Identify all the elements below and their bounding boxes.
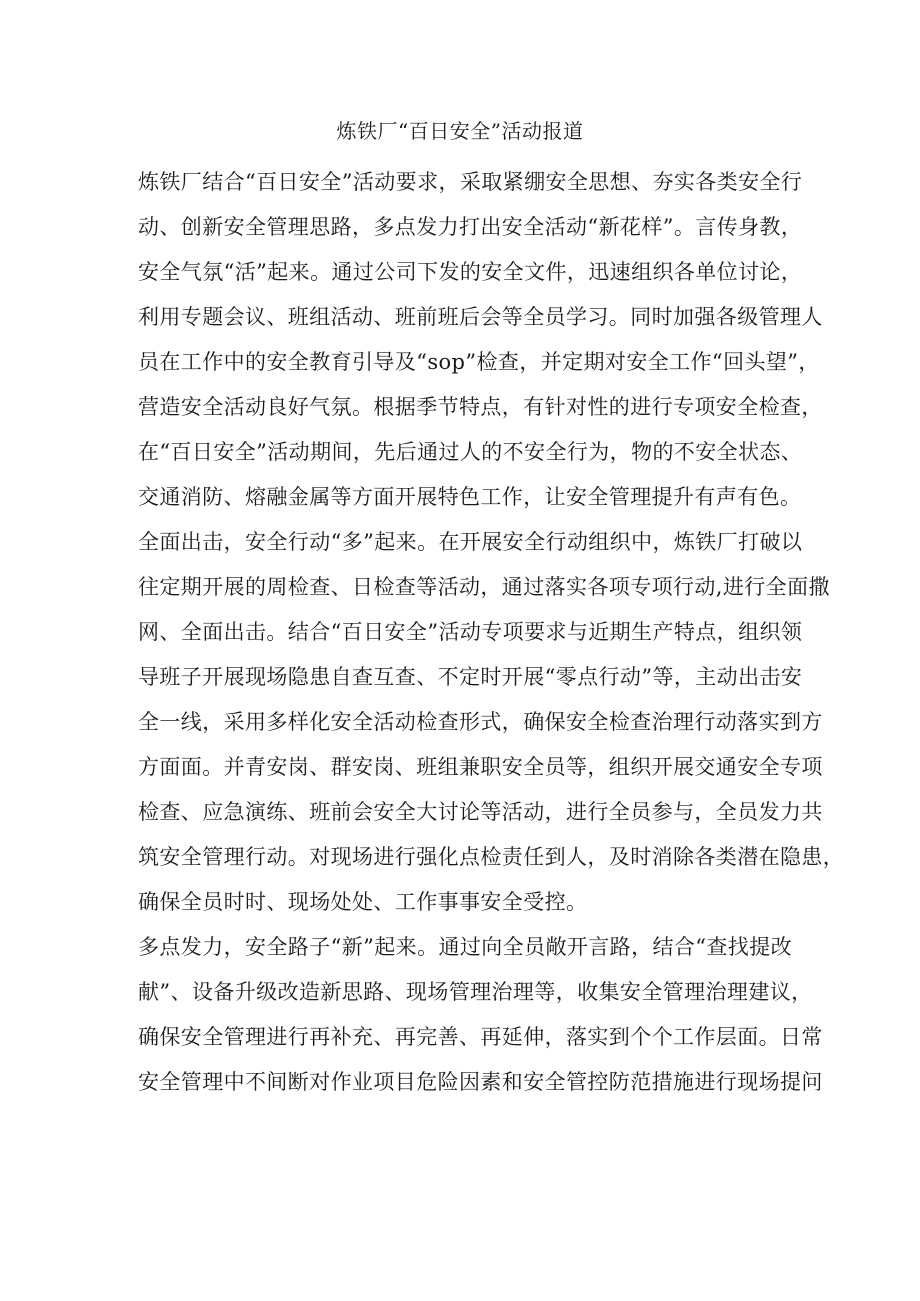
document-body [138,160,845,1105]
body-line: 动、创新安全管理思路，多点发力打出安全活动“新花样”。言传身教， [138,215,803,239]
body-line: 网、全面出击。结合“百日安全”活动专项要求与近期生产特点，组织领 [138,620,803,644]
body-line: 员在工作中的安全教育引导及“sop”检查，并定期对安全工作“回头望”， [138,350,820,374]
body-line: 确保安全管理进行再补充、再完善、再延伸，落实到个个工作层面。日常 [138,1025,823,1049]
body-line: 全面出击，安全行动“多”起来。在开展安全行动组织中，炼铁厂打破以 [138,530,803,554]
body-line: 往定期开展的周检查、日检查等活动，通过落实各项专项行动,进行全面撒 [138,575,830,599]
body-line: 方面面。并青安岗、群安岗、班组兼职安全员等，组织开展交通安全专项 [138,755,823,779]
body-line: 营造安全活动良好气氛。根据季节特点，有针对性的进行专项安全检查， [138,395,823,419]
body-line: 导班子开展现场隐患自查互查、不定时开展“零点行动”等，主动出击安 [138,665,803,689]
body-line: 确保全员时时、现场处处、工作事事安全受控。 [138,890,588,914]
body-line: 利用专题会议、班组活动、班前班后会等全员学习。同时加强各级管理人 [138,305,823,329]
body-line: 安全管理中不间断对作业项目危险因素和安全管控防范措施进行现场提问 [138,1070,823,1094]
body-line: 炼铁厂结合“百日安全”活动要求，采取紧绷安全思想、夯实各类安全行 [138,170,803,194]
document-title: 炼铁厂“百日安全”活动报道 [336,119,584,143]
body-line: 交通消防、熔融金属等方面开展特色工作，让安全管理提升有声有色。 [138,485,802,509]
body-line: 多点发力，安全路子“新”起来。通过向全员敞开言路，结合“查找提改 [138,935,793,959]
body-line: 在“百日安全”活动期间，先后通过人的不安全行为，物的不安全状态、 [138,440,803,464]
body-line: 筑安全管理行动。对现场进行强化点检责任到人，及时消除各类潜在隐患， [138,845,845,869]
body-line: 安全气氛“活”起来。通过公司下发的安全文件，迅速组织各单位讨论， [138,260,803,284]
body-line: 献”、设备升级改造新思路、现场管理治理等，收集安全管理治理建议， [138,980,813,1004]
body-line: 检查、应急演练、班前会安全大讨论等活动，进行全员参与，全员发力共 [138,800,823,824]
body-line: 全一线，采用多样化安全活动检查形式，确保安全检查治理行动落实到方 [138,710,823,734]
